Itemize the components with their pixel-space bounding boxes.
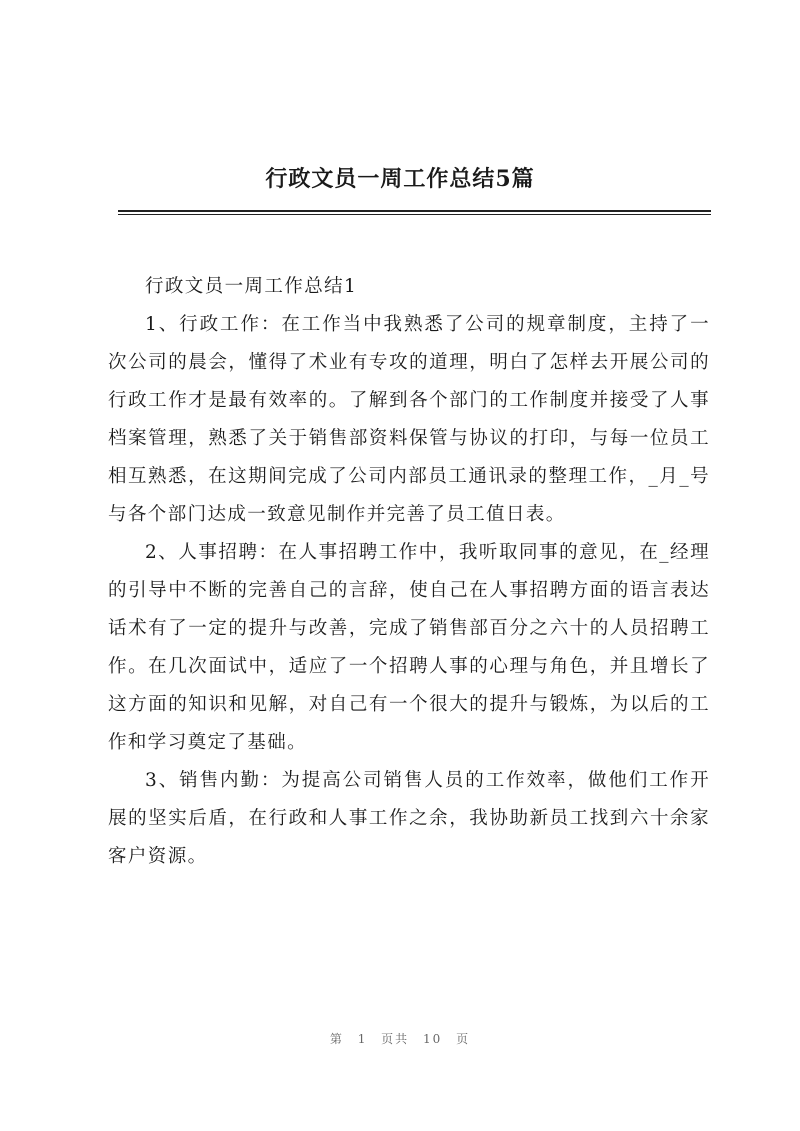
footer-suffix: 页 bbox=[456, 1032, 471, 1046]
footer-current-page: 1 bbox=[357, 1032, 368, 1046]
document-body bbox=[108, 268, 710, 876]
title-divider-thin bbox=[118, 214, 711, 215]
paragraph-admin-work: 1、行政工作：在工作当中我熟悉了公司的规章制度，主持了一次公司的晨会，懂得了术业有专攻的道理，明白了怎样去开展公司的行政工作才是最有效率的。了解到各个部门的工作制度并接受了人事档案管理，熟悉了关于销售部资料保管与协议的打印，与每一位员工相互熟悉，在这期间完成了公司内部员工通讯录的整理工作，_月_号与各个部门达成一致意见制作并完善了员工值日表。 bbox=[108, 314, 710, 525]
footer-total-label: 页共 bbox=[381, 1032, 410, 1046]
paragraph-sales-support: 3、销售内勤：为提高公司销售人员的工作效率，做他们工作开展的坚实后盾，在行政和人事工作之余，我协助新员工找到六十余家客户资源。 bbox=[108, 770, 710, 867]
title-divider-thick bbox=[118, 210, 711, 212]
document-title: 行政文员一周工作总结5篇 bbox=[265, 166, 535, 192]
section-heading: 行政文员一周工作总结1 bbox=[145, 276, 358, 297]
footer-total-pages: 10 bbox=[423, 1032, 443, 1046]
page-footer bbox=[0, 1030, 800, 1047]
paragraph-recruitment: 2、人事招聘：在人事招聘工作中，我听取同事的意见，在_经理的引导中不断的完善自己的言辞，使自己在人事招聘方面的语言表达话术有了一定的提升与改善，完成了销售部百分之六十的人员招聘工作。在几次面试中，适应了一个招聘人事的心理与角色，并且增长了这方面的知识和见解，对自己有一个很大的提升与锻炼，为以后的工作和学习奠定了基础。 bbox=[108, 542, 710, 753]
footer-page-label: 第 bbox=[329, 1032, 344, 1046]
